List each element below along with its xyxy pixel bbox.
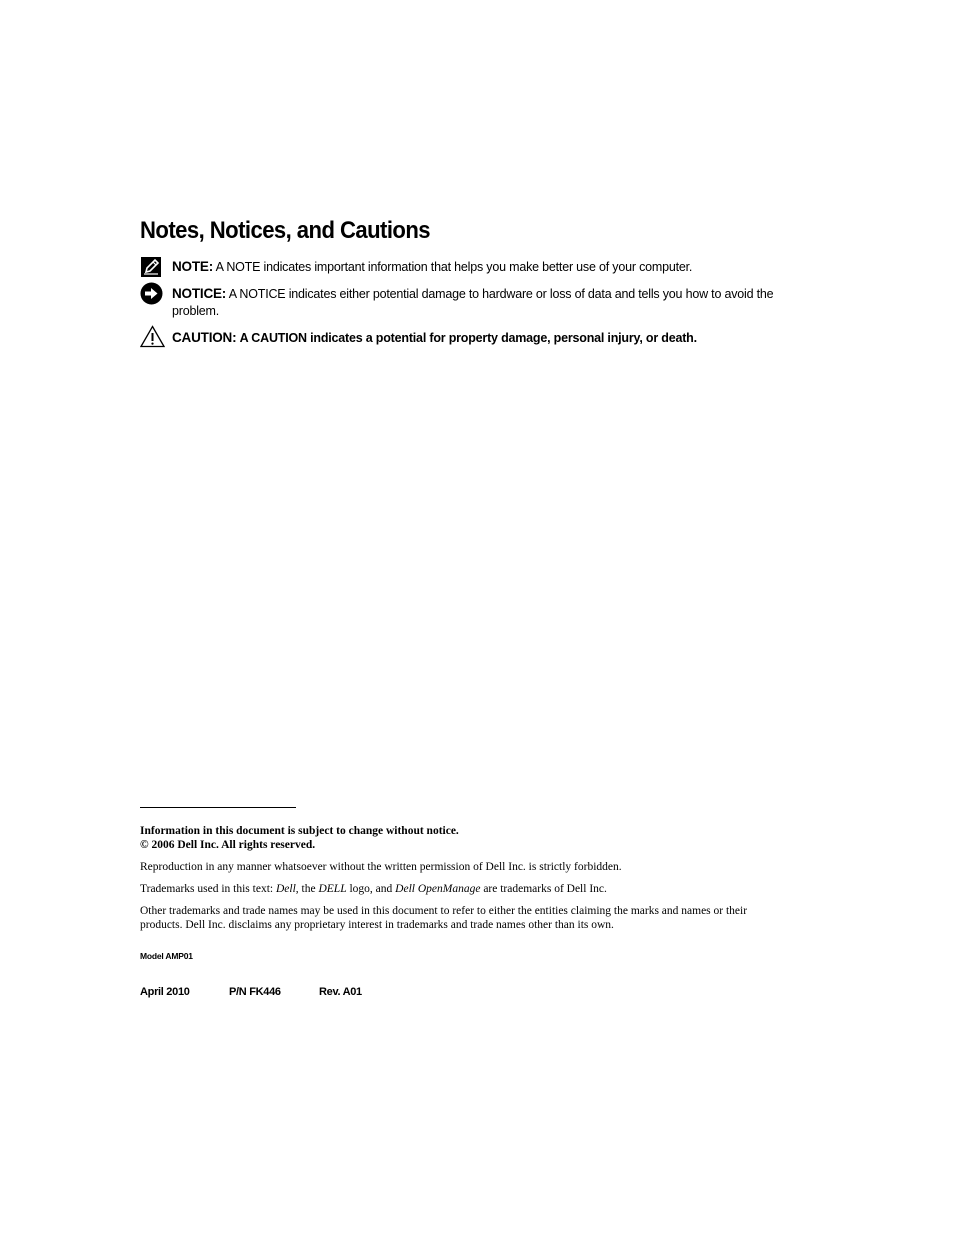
- footnote-divider: [140, 807, 296, 808]
- footer-date: April 2010: [140, 986, 190, 998]
- notice-callout: [140, 282, 800, 322]
- warning-triangle-icon: [140, 325, 164, 349]
- change-notice: [140, 824, 780, 852]
- caution-label: CAUTION:: [172, 330, 237, 345]
- change-notice-text: Information in this document is subject to change without notice.: [140, 825, 459, 837]
- trademarks-prefix: Trademarks used in this text:: [140, 883, 276, 895]
- note-callout: [140, 256, 800, 280]
- reproduction-text: Reproduction in any manner whatsoever without the written permission of Dell Inc. is strictly forbidden.: [140, 861, 622, 873]
- model-number: Model AMP01: [140, 951, 193, 961]
- trademarks-mid2: logo, and: [346, 883, 396, 895]
- caution-text: A CAUTION indicates a potential for property damage, personal injury, or death.: [239, 331, 697, 345]
- trademark-dell: Dell: [275, 883, 296, 895]
- footer-revision: Rev. A01: [319, 986, 362, 998]
- trademarks-mid1: , the: [295, 883, 319, 895]
- other-trademarks-text: Other trademarks and trade names may be used in this document to refer to either the entities claiming the marks and names or their products. Dell Inc. disclaims any proprietary interest in trademarks and trade names other than its own.: [140, 905, 748, 931]
- footer-part-number: P/N FK446: [229, 986, 281, 998]
- trademark-openmanage: Dell OpenManage: [395, 883, 481, 895]
- copyright-text: © 2006 Dell Inc. All rights reserved.: [140, 839, 316, 851]
- pencil-note-icon: [140, 256, 164, 280]
- caution-callout: [140, 325, 800, 351]
- page-title: Notes, Notices, and Cautions: [140, 217, 431, 244]
- notice-arrow-icon: [140, 282, 164, 306]
- notice-label: NOTICE:: [172, 286, 227, 301]
- notice-text: A NOTICE indicates either potential damage to hardware or loss of data and tells you how to avoid the problem.: [172, 287, 774, 318]
- note-label: NOTE:: [172, 259, 213, 274]
- trademarks-text: [140, 882, 780, 896]
- trademarks-suffix: are trademarks of Dell Inc.: [480, 883, 607, 895]
- note-text: A NOTE indicates important information that helps you make better use of your computer.: [215, 260, 693, 274]
- trademark-dell-logo: DELL: [318, 883, 347, 895]
